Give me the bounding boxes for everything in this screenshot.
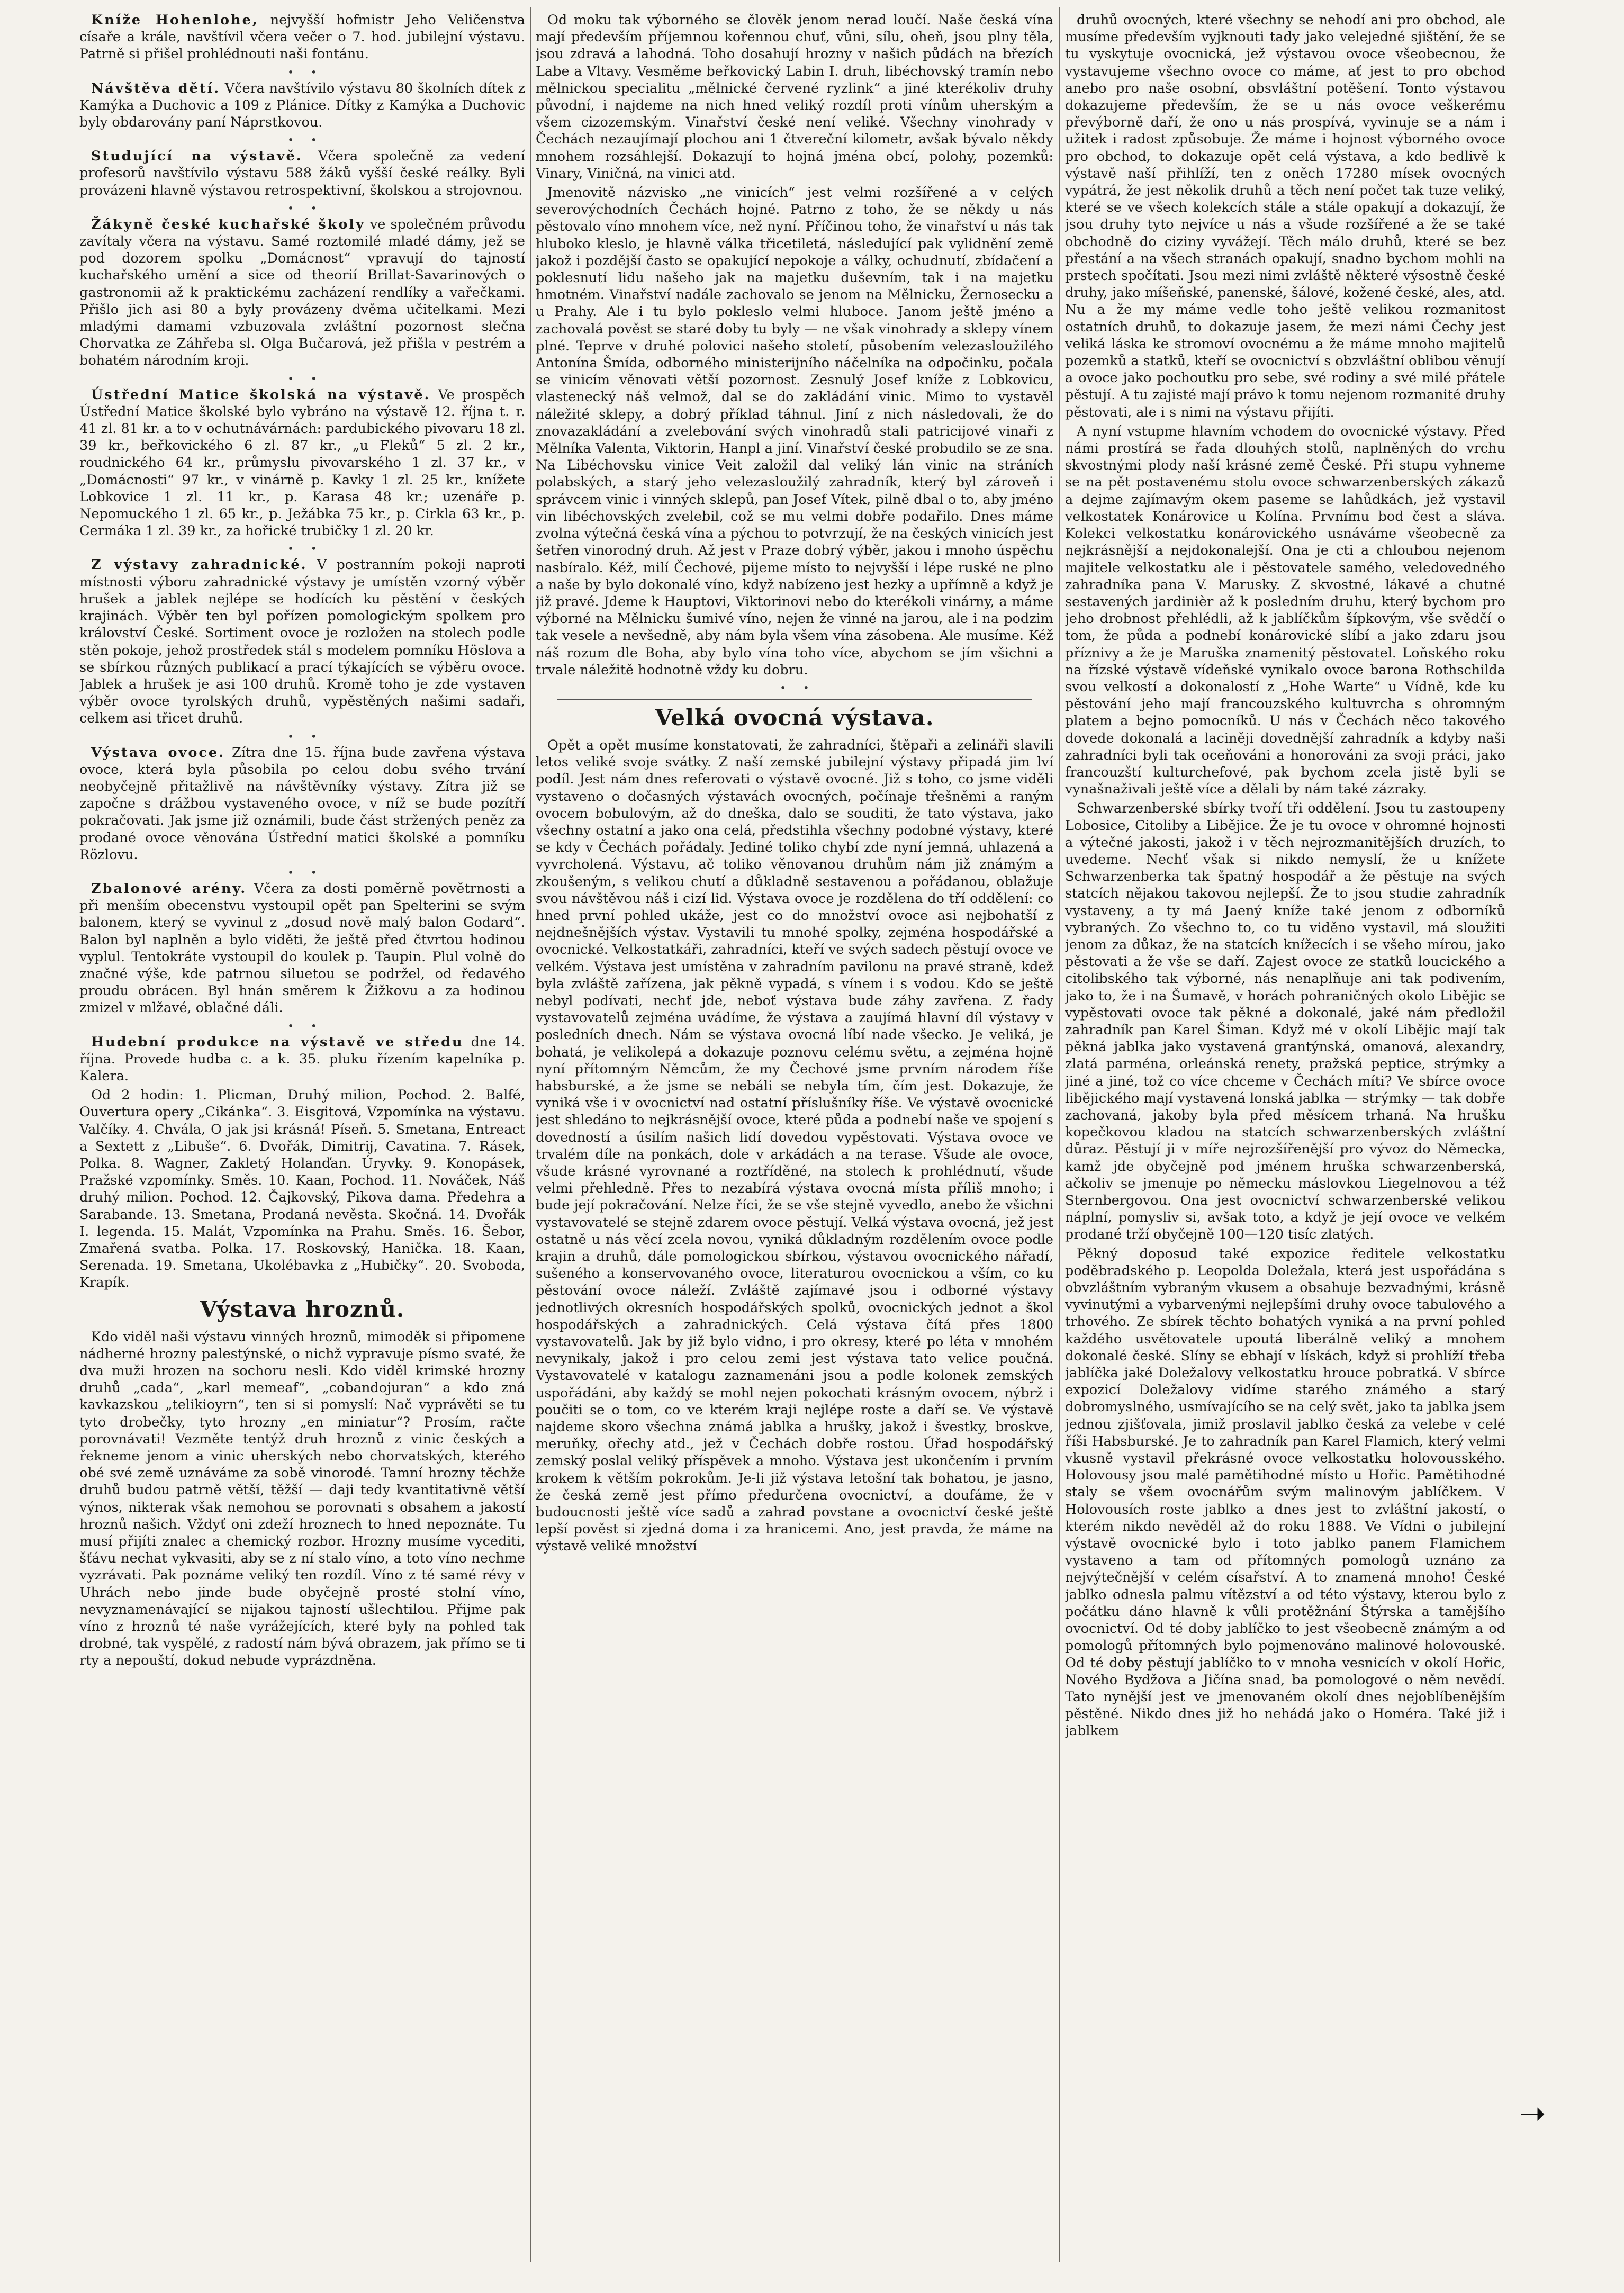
- news-item-lead: Žákyně české kuchařské školy: [91, 216, 365, 232]
- section-heading: Velká ovocná výstava.: [655, 704, 934, 730]
- column-rule: [1059, 7, 1060, 2262]
- news-item: [79, 148, 525, 199]
- heading-rule: [557, 699, 1032, 700]
- article-paragraph: Od moku tak výborného se člověk jenom nerad loučí. Naše česká vína mají především příjemnou kořennou chuť, vůni, sílu, oheň, jsou plny těla, jsou zdravá a lahodná. Toho dosahují hrozny v našich půdách na březích Labe a Vltavy. Vesměme beřkovický Labin I. druh, libéchovský tramín nebo mělnickou specialitu „mělnické červené ryzlink“ a jiné kterékoliv druhy původní, i najdeme na nich hned veliký rozdíl proti vínům uherským a všem cizozemským. Vinařství české není veliké. Všechny vinohrady v Čechách nezaujímají plochou ani 1 čtvereční kilometr, avšak bývalo někdy mnohem rozsáhlejší. Dokazují to hojná jména obcí, polohy, pozemků: Vinary, Viničná, na vinici atd.: [536, 12, 1053, 182]
- news-item: [79, 556, 525, 727]
- article-paragraph: Opět a opět musíme konstatovati, že zahradníci, štěpaři a zelináři slavili letos veliké svoje svátky. Z naší zemské jubilejní výstavy připadá jim lví podíl. Jest nám dnes referovati o výstavě ovocné. Již s toho, co jsme viděli vystaveno o dočasných výstavách ovocných, počínaje třešněmi a raným ovocem bobulovým, až do dneška, dalo se souditi, že tato výstava, jako všechny ostatní a jako ona celá, předstihla všechny podobné výstavy, které se kdy v Čechách pořádaly. Jediné toliko chybí zde nyní jemná, uhlazená a vyvrcholená. Výstavu, ač toliko věnovanou druhům nám již známým a zkoušeným, s velikou chutí a důkladně sestavenou a pořádanou, oblažuje svou návštěvou náš i cizí lid. Výstava ovoce je rozdělena do tří oddělení: co hned první pohled ukáže, jest co do množství ovoce asi nejbohatší z nejdnešnějších výstav. Vystavili tu mnohé spolky, zejména hospodářské a ovocnické. Velkostatkáři, zahradníci, kteří ve svých sadech pěstují ovoce ve velkém. Výstava jest umístěna v zahradním pavilonu na pravé straně, kdež byla zvláště zařízena, jak pěkně vypadá, s vínem i s vodou. Kdo se ještě nebyl podívati, nechť jde, neboť výstava bude záhy zavřena. Z řady vystavovatelů zejména uvádíme, že výstava a zaujímá hlavní díl výstavy v posledních dnech. Nám se výstava ovocná líbí nade všecko. Je veliká, je bohatá, je velikolepá a dokazuje poznovu celému světu, a zejména hojně nyní přítomným Němcům, že my Čechové jsme prvním národem říše habsburské, a že jsme se nebáli se nebyla tím, čím jest. Dokazuje, že vyniká vše i v ovocnictví nad ostatní příslušníky říše. Ve výstavě ovocnické jest shledáno to nejkrásnější ovoce, které půda a podnebí naše ve spojení s dovedností a úsilím našich lidí dovedou vypěstovati. Výstava ovoce ve trvalém díle na ponkách, dole v arkádách a na terase. Všude ale ovoce, všude krásné vyrovnané a roztříděné, na stolech k prohlédnutí, všude velmi přehledně. Přes to nezabírá výstava ovocná místa příliš mnoho; i bude její pokračování. Nelze říci, že se vše stejně vyvedlo, anebo že všichni vystavovatelé se stejně zdarem ovoce pěstují. Velká výstava ovocná, jež jest ostatně u nás věcí zcela novou, vyniká důkladným rozdělením ovoce podle krajin a druhů, dále pomologickou sbírkou, výstavou ovocnického nářadí, sušeného a konservovaného ovoce, literaturou ovocnickou a vším, co ku pěstování ovoce náleží. Zvláště zajímavé jsou i odborné výstavy jednotlivých okresních hospodářských spolků, ovocnických jednot a škol hospodářských a zahradnických. Celá výstava čítá přes 1800 vystavovatelů. Jak by již bylo vidno, i pro okresy, které po léta v mnohém nevynikaly, jakož i pro celou zemi jest výstava tato velice poučná. Vystavovatelé v katalogu zaznamenáni jsou a podle kolonek zemských uspořádáni, aby každý se mohl nejen pokochati krásným ovocem, nýbrž i poučiti se o tom, co ve kterém kraji nejlépe roste a daří se. Ve výstavě najdeme skoro všechna známá jablka a hrušky, jakož i švestky, broskve, meruňky, ořechy atd., jež v Čechách dobře rostou. Úřad hospodářský zemský poslal veliký příspěvek a mnoho. Výstava jest ukončením i prvním krokem k větším pokrokům. Je-li již výstava letošní tak bohatou, je jasno, že česká země jest přímo předurčena ovocnictví, a doufáme, že v budoucnosti ještě více sadů a zahrad povstane a ovocnictví české ještě lepší pověst si zjedná doma i za hranicemi. Ano, jest pravda, že máme na výstavě veliké množství: [536, 737, 1053, 1555]
- article-paragraph: Kdo viděl naši výstavu vinných hroznů, mimoděk si připomene nádherné hrozny palestýnské, o nichž vypravuje písmo svaté, že dva muži hrozen na sochoru nesli. Kdo viděl krimské hrozny druhů „cada“, „karl memeaf“, „cobandojuran“ a kdo zná kavkazskou „telikioyrn“, ten si si pomyslí: Nač vyprávěti se tu tyto drobečky, tyto hrozny „en miniatur“? Prosím, račte porovnávati! Vezměte tentýž druh hroznů z vinic českých a řekneme jenom a vinic uherských nebo chorvatských, kterého obé své země uznáváme za sobě vinorodé. Tamní hrozny těchže druhů budou patrně větší, těžší — daji tedy kvantitativně větší výnos, nikterak však nemohou se porovnati s obsahem a jakostí hroznů našich. Vždyť oni zdeží hroznech to hned nepoznáte. Tu musí přijíti znalec a chemický rozbor. Hrozny musíme vycediti, šťávu nechat vykvasiti, aby se z ní stalo víno, a toto víno nechme vyzrávati. Pak poznáme veliký ten rozdíl. Víno z té samé révy v Uhrách nebo jinde bude obyčejně prosté stolní víno, nevyznamenávající se nijakou tajností ušlechtilou. Přijme pak víno z hroznů té naše vyrážejících, které byly na pohled tak drobné, tak vyspělé, z radostí nám bývá obrazem, jak přímo se ti rty a nepouští, dokud nebude vyprázdněna.: [79, 1329, 525, 1669]
- news-item: [79, 744, 525, 863]
- news-item-body: Zítra dne 15. října bude zavřena výstava ovoce, která byla působila po celou dobu svého trvání neobyčejně přitažlivě na návštěvníky výstavy. Zítra již se započne s drážbou vystaveného ovoce, v níž se bude pozítří pokračovati. Jak jsme již oznámili, bude část stržených peněz za prodané ovoce věnována Ústřední matici školské a pomníku Rözlovu.: [79, 744, 525, 863]
- news-item-body: ve společném průvodu zavítaly včera na výstavu. Samé roztomilé mladé dámy, jež se pod dozorem spolku „Domácnost“ vpravují do tajností kuchařského umění a sice od theorií Brillat-Savarinových o gastronomii až k praktickému zacházení rendlíky a vařečkami. Přišlo jich asi 80 a byly provázeny dvěma učitelkami. Mezi mladými damami vzbuzovala zvláštní pozornost slečna Chorvatka ze Záhřeba sl. Olga Bučarová, jež přišla v pestrém a bohatém národním kroji.: [79, 216, 525, 369]
- news-item-lead: Z výstavy zahradnické.: [91, 557, 308, 573]
- news-item: [79, 880, 525, 1017]
- article-paragraph: Schwarzenberské sbírky tvoří tři oddělení. Jsou tu zastoupeny Lobosice, Citoliby a Libějice. Že je tu ovoce v ohromné hojnosti a výtečné jakosti, jakož i v těch nejrozmanitějších druzích, to uvedeme. Nechť však si nikdo nemyslí, že u knížete Schwarzenberka tak špatný hospodář a že pěstuje na svých statcích nějakou takovou nejlepší. Že to jsou studie zahradník vystaveny, a ty má Jaený kníže také jenom z odborníků vybraných. Zo všechno to, co tu viděno vystavil, má sloužiti jenom za důkaz, že na statcích knížecích i se všeho mírou, jako pěstovati a že vše se daří. Zajest ovoce ze statků loucického a citolibského tak výborné, nás nenaplňuje ani tak podivením, jako to, že i na Šumavě, v horách pohraničných okolo Libějic se vypěstovati ovoce tak pěkné a dokonalé, jaké nám předložil zahradník pan Karel Šiman. Když mé v okolí Libějic mají tak pěkná jablka jako vystavená grantýnská, omanová, alexandry, zlatá parména, orleánská renety, pražská peptice, strýmky a jiné a jiné, tož co více chceme v Čechách míti? Ve sbírce ovoce libějického mají vystavená lonská jablka — strýmky — tak dobře zachovaná, jakoby byla před měsícem trhaná. Na hrušku kopečkovou kladou na statcích schwarzenberských zvláštní důraz. Pěstují ji v míře nejrozšířenější pro vývoz do Německa, kamž jde obyčejně pod jménem hruška schwarzenberská, ačkoliv se jmenuje po německu máslovkou Liegelnovou a též Sternbergovou. Ona jest ovocnictví schwarzenberské velikou náplní, pomysliv si, avšak toto, a když je její ovoce ve velkém prodané trží obyčejně 100—120 tisíc zlatých.: [1065, 800, 1505, 1243]
- item-separator: [79, 201, 525, 215]
- column-rule: [530, 7, 531, 2262]
- news-item-lead: Kníže Hohenlohe,: [91, 12, 259, 28]
- news-item-lead: Výstava ovoce.: [91, 744, 225, 761]
- item-separator: [79, 65, 525, 79]
- news-item: [79, 12, 525, 63]
- news-item-lead: Ústřední Matice školská na výstavě.: [91, 386, 431, 403]
- item-separator: [79, 133, 525, 147]
- news-item: [79, 216, 525, 369]
- news-item-body: dne 14. října. Provede hudba c. a k. 35. pluku řízením kapelníka p. Kalera.: [79, 1034, 525, 1084]
- article-paragraph: Pěkný doposud také expozice ředitele velkostatku poděbradského p. Leopolda Doležala, která jest uspořádána s obvzláštním vybraným vkusem a obsahuje bezvadnými, krásně vyvinutými a vybarvenými nejlepšími druhy ovoce tabulového a trhového. Ze sbírek těchto bohatých vyniká a na první pohled každého usvětovatele upoutá liberálně veliký a mnohem dokonalé české. Slíny se ebhají v lískách, když si prohlíží třeba jablíčka jaké Doležalovy velkostatku hrouce pobratká. V sbírce expozicí Doležalovy vidíme starého známého a starý dobromyslného, usmívajícího se na celý svět, jako ta jablka jsem jednou zjišťovala, jimiž proslavil jablko česká za velebe v celé říši Habsburské. Je to zahradník pan Karel Flamich, který velmi vkusně vystavil překrásné ovoce velkostatku holovousského. Holovousy jsou malé pamětihodné místo u Hořic. Pamětihodné staly se všem ovocnářům svým malinovým jablíčkem. V Holovousích roste jablko a dnes jest to zvláštní jakostí, o kterém nikdo nevěděl až do roku 1888. Ve Vídni o jubilejní výstavě ovocnické bylo i toto jablko panem Flamichem vystaveno a tam od přítomných pomologů uznáno za nejvýtečnější v celém císařství. A to znamená mnoho! České jablko odnesla palmu vítězství a od této výstavy, kterou bylo z počátku dáno hlavně k vůli protěžnání Štýrska a tamějšího ovocnictví. Od té doby jablíčko to jest všeobecně známým a od pomologů přítomných bylo pojmenováno malinové holovouské. Od té doby pěstují jablíčko to v mnoha vesnicích v okolí Hořic, Nového Bydžova a Jičína snad, ba pomologové o něm nevědí. Tato nynější jest ve jmenovaném okolí dnes nejoblíbenějším pěstěné. Nikdo dnes již ho nehádá jako o Homéra. Také již i jablkem: [1065, 1245, 1505, 1739]
- news-item-body: Včera za dosti poměrně povětrnosti a při menším obecenstvu vystoupil opět pan Spelterini se svým balonem, který se vyvinul z „dosud nově malý balon Godard“. Balon byl naplněn a bylo viděti, že ještě před čtvrtou hodinou vyplul. Tentokráte vystoupil do koulek p. Taupin. Plul volně do značné výše, kde patrnou siluetou se podržel, od ředavého proudu obrácen. Byl hnán směrem k Žižkovu a za hodinou zmizel v mlžavé, oblačné dáli.: [79, 880, 525, 1016]
- item-separator: [79, 541, 525, 555]
- concert-program: Od 2 hodin: 1. Plicman, Druhý milion, Pochod. 2. Balfé, Ouvertura opery „Cikánka“. 3. Eisgitová, Vzpomínka na výstavu. Valčíky. 4. Chvála, O jak jsi krásná! Píseň. 5. Smetana, Entreact a Sextett z „Libuše“. 6. Dvořák, Dimitrij, Cavatina. 7. Rásek, Polka. 8. Wagner, Zakletý Holanďan. Úryvky. 9. Konopásek, Pražské vzpomínky. Směs. 10. Kaan, Pochod. 11. Nováček, Náš druhý milion. Pochod. 12. Čajkovský, Pikova dama. Předehra a Sarabande. 13. Smetana, Prodaná nevěsta. Skočná. 14. Dvořák I. legenda. 15. Malát, Vzpomínka na Prahu. Směs. 16. Šebor, Zmařená svatba. Polka. 17. Roskovský, Hanička. 18. Kaan, Serenada. 19. Smetana, Ukolébavka z „Hubičky“. 20. Svoboda, Krapík.: [79, 1087, 525, 1291]
- article-paragraph: Jmenovitě názvisko „ne vinicích“ jest velmi rozšířené a v celých severovýchodních Čechách hojné. Patrno z toho, že se někdy u nás pěstovalo víno mnohem více, než nyní. Příčinou toho, že vinařství u nás tak hluboko kleslo, je hlavně válka třicetiletá, následující pak vylidnění země jakož i pozdější často se opakující nepokoje a války, ochudnutí, zbídačení a poklesnutí lidu našeho jak na majetku duševním, tak i na majetku hmotném. Vinařství nadále zachovalo se jenom na Mělnicku, Žernosecku a u Prahy. Ale i tu bylo pokleslo velmi hluboce. Janom ještě jméno a zachovalá pověst se staré doby tu byly — ne však vinohrady a sklepy vínem plné. Teprve v druhé polovici našeho století, působením velezasloužilého Antonína Šmída, odborného ministerijního náčelníka na odpočinku, počala se vinicím věnovati větší pozornost. Zesnulý Josef kníže z Lobkovicu, vlastenecký náš velmož, dal se do zakládání vinic. Mimo to vystavěl náležité sklepy, a dobrý příklad táhnul. Jiní z nich následovali, že do znovazakládání a zvelebování svých vinohradů stali patricijové vinaři z Mělníka Valenta, Viktorin, Hanpl a jiní. Vinařství české probudilo se ze sna. Na Libéchovsku vinice Veit založil dal veliký lán vinic na stráních polabských, a starý jeho velezasloužilý zahradník, který byl zároveň i správcem vinic i vinných sklepů, pan Josef Vítek, pilně dbal o to, aby jméno vin libéchovských zvelebil, což se mu velmi dobře podařilo. Dnes máme zvolna výtečná česká vína a pýchou to potvrzují, že na českých vinicích jest šetřen vinorodný druh. Až jest v Praze dobrý výběr, jakou i mnoho úspěchu nasbíralo. Kéž, milí Čechové, pijeme místo to nejvyšší i lépe ruské ne plno a naše by bylo dokonalé víno, když nabízeno jest hezky a upřímně a když je již pravé. Jdeme k Hauptovi, Viktorinovi nebo do kterékoli vinárny, a máme výborné na Mělnicku šumivé víno, nejen že vinné na jarou, ale i na podzim tak vesele a nevšedně, aby nám byla všem vína zásobena. Ale musíme. Kéž náš rozum dle Boha, aby bylo vína toho více, abychom se jím všichni a trvale náležitě hodnotně vždy ku dobru.: [536, 185, 1053, 678]
- item-separator: [79, 1019, 525, 1033]
- news-item-body: Ve prospěch Ústřední Matice školské bylo vybráno na výstavě 12. října t. r. 41 zl. 81 kr. a to v ochutnávárnách: pardubického pivovaru 18 zl. 39 kr., beřkovického 6 zl. 87 kr., „u Fleků“ 5 zl. 2 kr., roudnického 64 kr., průmyslu pivovarského 1 zl. 37 kr., v „Domácnosti“ 97 kr., v vinárně p. Kavky 1 zl. 25 kr., knížete Lobkovice 1 zl. 11 kr., p. Karasa 48 kr.; uzenáře p. Nepomuckého 1 zl. 65 kr., p. Ježábka 75 kr., p. Cirkla 63 kr., p. Cermáka 1 zl. 39 kr., za hořické trubičky 1 zl. 20 kr.: [79, 386, 525, 539]
- news-item-lead: Hudební produkce na výstavě ve středu: [91, 1034, 464, 1050]
- news-item-body: V postranním pokoji naproti místnosti výboru zahradnické výstavy je umístěn vzorný výběr hrušek a jablek nejlépe se hodících ku pěstění v českých krajinách. Výběr ten byl pořízen pomologickým spolkem pro království České. Sortiment ovoce je rozložen na stolech podle stěn pokoje, jehož prostředek stál s modelem pomníku Höslova a se sbírkou různých publikací a prací týkajících se výběru ovoce. Jablek a hrušek je asi 100 druhů. Kromě toho je zde vystaven výběr ovoce tyrolských druhů, vypěstěných našimi sadaři, celkem asi třicet druhů.: [79, 557, 525, 727]
- news-item-body: Včera společně za vedení profesorů navštívilo výstavu 588 žáků vyšší české reálky. Byli provázeni hlavně výstavou retrospektivní, školskou a strojovnou.: [79, 148, 525, 198]
- news-item-body: nejvyšší hofmistr Jeho Veličenstva císaře a krále, navštívil včera večer o 7. hod. jubilejní výstavu. Patrně si přišel prohlédnouti naši fontánu.: [79, 12, 525, 62]
- news-item-lead: Zbalonové arény.: [91, 880, 247, 897]
- item-separator: [536, 681, 1053, 694]
- item-separator: [79, 865, 525, 879]
- column-left: [79, 12, 525, 2261]
- news-item: [79, 80, 525, 131]
- news-item: [79, 1034, 525, 1085]
- news-item-lead: Návštěva dětí.: [91, 80, 221, 96]
- news-item-lead: Studující na výstavě.: [91, 148, 303, 165]
- news-item: [79, 386, 525, 540]
- section-heading: Výstava hroznů.: [200, 1296, 405, 1322]
- item-separator: [79, 729, 525, 743]
- item-separator: [79, 372, 525, 385]
- article-paragraph: druhů ovocných, které všechny se nehodí ani pro obchod, ale musíme především vyjknouti tady jako velejedné sjištění, že se tu vyskytuje ovocnická, jež výstavou ovoce všeobecnou, že vystavujeme všechno ovoce co máme, ať jest to pro obchod anebo pro naše osobní, obsvláštní potěšení. Tonto výstavou dokazujeme především, že se u nás ovoce veškerému převýborně daří, že ono u nás prospívá, vyvinuje se a nám i užitek i radost způsobuje. Že máme i hojnost výborného ovoce pro obchod, to dokazuje opět celá výstava, a kdo bedlivě k výstavě naší přihlíží, ten z oněch 17280 mísek ovocných vypátrá, že jest několik druhů a těch není počet tak tuze veliký, které se ve všech kolekcích stále a stále opakují a dokazují, že jsou druhy tyto nejvíce u nás a všude rozšířené a že se také obchodně do ciziny vyvážejí. Těch málo druhů, které se bez přestání a na všech stranách opakují, snadno bychom mohli na prstech spočítati. Jsou mezi nimi zvláště některé výsostně české druhy, jako míšeňské, panenské, šálové, kožené české, ales, atd. Nu a že my máme vedle toho ještě velikou rozmanitost ostatních druhů, to dokazuje jasem, že mezi námi Čechy jest veliká láska ke stromoví ovocnému a že máme mnoho majitelů pozemků a statků, kteří se ovocnictví s obzvláštní oblibou věnují a ovoce jako pochoutku pro sebe, své rodiny a své milé přátele pěstují. A tu zajisté mají právo k tomu nejenom rozmanité druhy pěstovati, ale i s nimi na výstavu přijíti.: [1065, 12, 1505, 420]
- continuation-arrow-icon: ➝: [1519, 2095, 1546, 2132]
- article-paragraph: A nyní vstupme hlavním vchodem do ovocnické výstavy. Před námi prostírá se řada dlouhých stolů, naplněných do vrchu skvostnými plody naší krásné země České. Při stupu vyhneme se na pět postavenému stolu ovoce schwarzenberských zákazů a dejme zajímavým okem paseme se lahůdkách, jež vystavil velkostatek Konárovice u Kolína. Prvnímu bod čest a sláva. Kolekci velkostatku konárovického usnáváme všeobecně za nejkrásnější a nejdokonalejší. Ona je cti a chloubou nejenom majitele velkostatku ale i pěstovatele samého, veledovedného zahradníka pana V. Marusky. Z skvostné, lákavé a chutné sestavených jardinièr až k posledním druhu, který bychom pro jeho drobnost přehlédli, až k jablíčkům šípkovým, vše svědčí o tom, že půda a podnebí konárovické slíbí a jako zdaru jsou příznivy a že je Maruška znamenitý pěstovatel. Loňského roku na řízské výstavě vídeňské vynikalo ovoce barona Rothschilda svou velkostí a dokonalostí z „Hohe Warte“ u Vídně, kde ku pěstování jeho mají francouzského kultuvrcha s ohromným platem a bejno pomocníků. U nás v Čechách něco takového dovede dokonalá a laciněji dovednější zahradník a kdyby naši zahradníci byli tak oceňováni a honorováni za svoji práci, jako francouzští kulturchefové, pak bychom zcela jistě byli se vynašnaživali ještě více a dělali by nám také zázraky.: [1065, 423, 1505, 798]
- column-middle: [536, 12, 1053, 2261]
- news-item-body: Včera navštívilo výstavu 80 školních dítek z Kamýka a Duchovic a 109 z Plánice. Dítky z Kamýka a Duchovic byly obdarovány paní Náprstkovou.: [79, 80, 525, 131]
- column-right: [1065, 12, 1505, 2261]
